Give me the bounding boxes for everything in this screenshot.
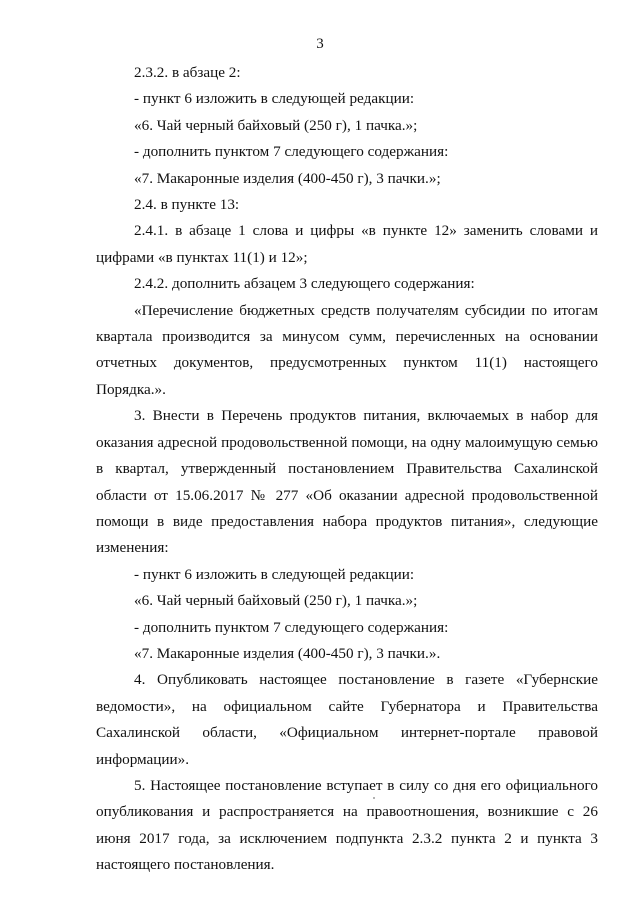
paragraph-2-4-2: 2.4.2. дополнить абзацем 3 следующего содержания:	[134, 275, 475, 293]
paragraph-item6-text: «6. Чай черный байховый (250 г), 1 пачка.»;	[134, 116, 418, 134]
paragraph-5: 5. Настоящее постановление вступает в силу со дня его официального опубликования и распространяется на правоотношения, возникшие с 26 июня 2017 года, за исключением подпункта 2.3.2 пункта 2 и пункта 3 настоящего постановления.	[96, 776, 598, 874]
paragraph-2-3-2: 2.3.2. в абзаце 2:	[134, 64, 241, 81]
paragraph-3-item6-text: «6. Чай черный байховый (250 г), 1 пачка.»;	[134, 592, 418, 610]
paragraph-2-4-1: 2.4.1. в абзаце 1 слова и цифры «в пункте 12» заменить словами и цифрами «в пунктах 11(1) и 12»;	[96, 222, 598, 266]
document-body	[96, 60, 598, 879]
paragraph-3-item7-text: «7. Макаронные изделия (400-450 г), 3 пачки.».	[134, 644, 441, 662]
paragraph-3-item6-intro: - пункт 6 изложить в следующей редакции:	[134, 565, 415, 583]
paragraph-2-4: 2.4. в пункте 13:	[134, 196, 240, 214]
paragraph-4: 4. Опубликовать настоящее постановление в газете «Губернские ведомости», на официальном сайте Губернатора и Правительства Сахалинской области, «Официальном интернет-портале правовой информации».	[96, 671, 598, 768]
paragraph-item6-intro: - пункт 6 изложить в следующей редакции:	[134, 90, 415, 108]
scan-speck	[373, 797, 375, 799]
paragraph-3-item7-intro: - дополнить пунктом 7 следующего содержания:	[134, 618, 449, 636]
paragraph-transfer-quote: «Перечисление бюджетных средств получателям субсидии по итогам квартала производится за минусом сумм, перечисленных на основании отчетных документов, предусмотренных пунктом 11(1) настоящего Порядка.».	[96, 301, 598, 398]
paragraph-3: 3. Внести в Перечень продуктов питания, включаемых в набор для оказания адресной продовольственной помощи, на одну малоимущую семью в квартал, утвержденный постановлением Правительства Сахалинской области от 15.06.2017 № 277 «Об оказании адресной продовольственной помощи в виде предоставления набора продуктов питания», следующие изменения:	[96, 407, 598, 557]
paragraph-item7-text: «7. Макаронные изделия (400-450 г), 3 пачки.»;	[134, 169, 441, 187]
paragraph-item7-intro: - дополнить пунктом 7 следующего содержания:	[134, 143, 449, 161]
page-number: 3	[316, 36, 324, 52]
